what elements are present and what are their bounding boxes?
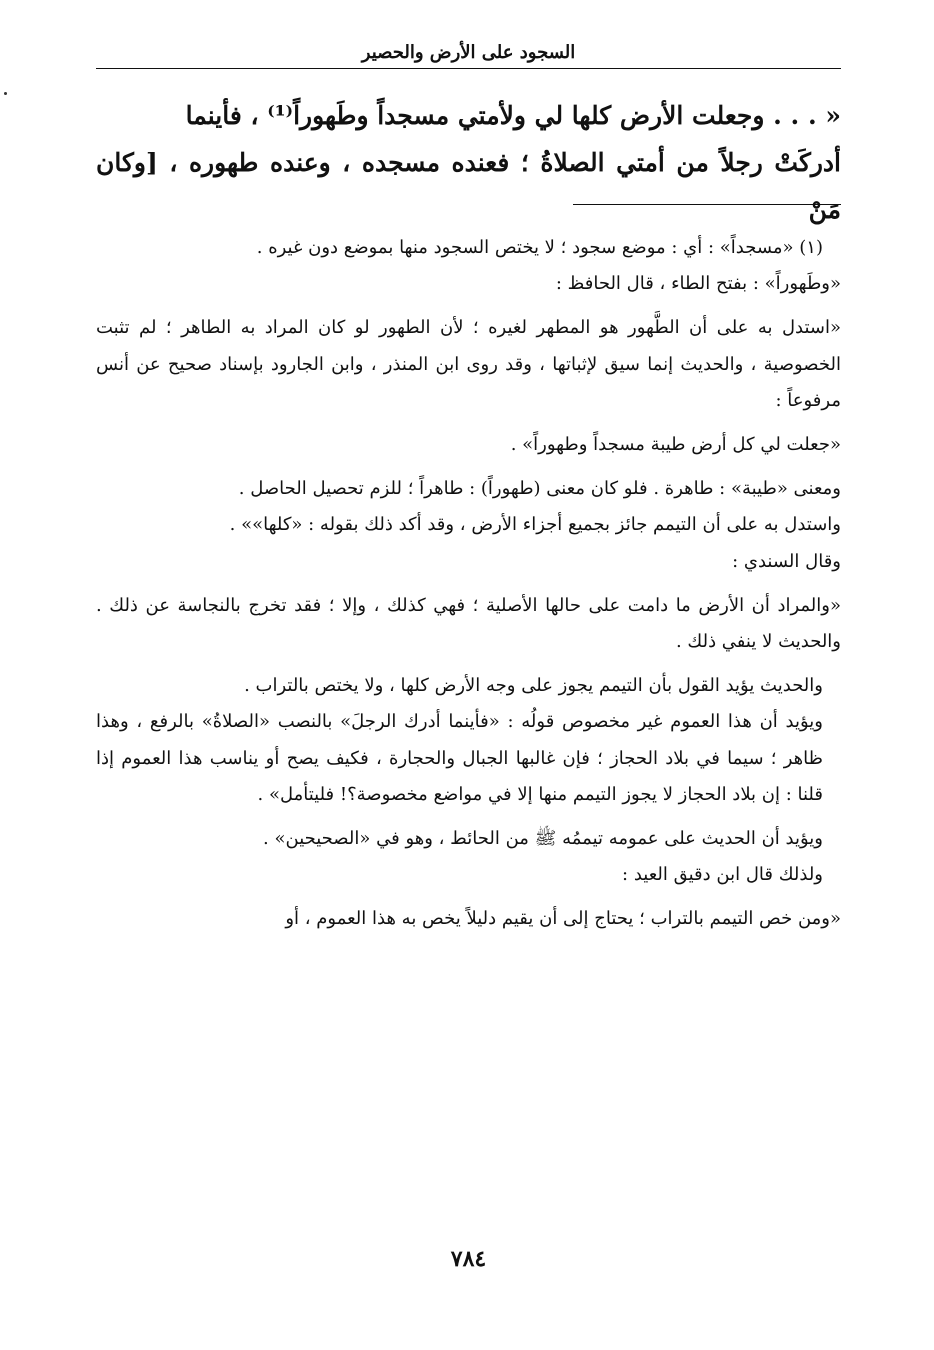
footnote-quote: «ومن خص التيمم بالتراب ؛ يحتاج إلى أن يقيم دليلاً يخص به هذا العموم ، أو — [285, 908, 841, 930]
scan-mark — [4, 92, 7, 95]
footnote-paragraph: ويؤيد أن الحديث على عمومه تيممُه ﷺ من الحائط ، وهو في «الصحيحين» . — [263, 828, 823, 850]
page-number: ٧٨٤ — [450, 1246, 487, 1272]
footnotes — [96, 230, 841, 938]
footnote-paragraph: (١) «مسجداً» : أي : موضع سجود ؛ لا يختص السجود منها بموضع دون غيره . — [256, 237, 823, 258]
footnote-paragraph: واستدل به على أن التيمم جائز بجميع أجزاء الأرض ، وقد أكد ذلك بقوله : «كلها»» . — [229, 514, 841, 536]
hadith-line: أدركَتْ رجلاً من أمتي الصلاةُ ؛ فعنده مسجده ، وعنده طهوره ، [وكان مَنْ — [96, 148, 841, 224]
footnote-paragraph: «وطَهوراً» : بفتح الطاء ، قال الحافظ : — [555, 273, 841, 295]
hadith-text — [96, 92, 841, 233]
running-header: السجود على الأرض والحصير — [361, 42, 576, 63]
footnote-paragraph: ومعنى «طيبة» : طاهرة . فلو كان معنى (طهوراً) : طاهراً ؛ للزم تحصيل الحاصل . — [238, 478, 841, 500]
book-page — [96, 30, 841, 1320]
footnote-paragraph: ولذلك قال ابن دقيق العيد : — [622, 864, 823, 886]
footnote-quote: «جعلت لي كل أرض طيبة مسجداً وطهوراً» . — [510, 434, 841, 456]
footnote-paragraph: ويؤيد أن هذا العموم غير مخصوص قولُه : «فأينما أدرك الرجلَ» بالنصب «الصلاةُ» بالرفع ، وهذا ظاهر ؛ سيما في بلاد الحجاز ؛ فإن غالبها الجبال والحجارة ، فكيف يصح أو يناسب هذا العموم إذا قلنا : إن بلاد الحجاز لا يجوز التيمم منها إلا في مواضع مخصوصة؟! فليتأمل» . — [96, 711, 823, 805]
footnote-paragraph: وقال السندي : — [732, 550, 841, 572]
header-rule — [96, 68, 841, 69]
footnote-quote: «استدل به على أن الطَّهور هو المطهر لغيره ؛ لأن الطهور لو كان المراد به الطاهر ؛ لم تثبت الخصوصية ، والحديث إنما سيق لإثباتها ، وقد روى ابن المنذر ، وابن الجارود بإسناد صحيح عن أنس مرفوعاً : — [96, 317, 841, 411]
footnote-separator — [573, 204, 841, 205]
footnote-quote: «والمراد أن الأرض ما دامت على حالها الأصلية ؛ فهي كذلك ، وإلا ؛ فقد تخرج بالنجاسة عن ذلك . والحديث لا ينفي ذلك . — [96, 594, 841, 653]
hadith-line: « . . . وجعلت الأرض كلها لي ولأمتي مسجداً وطَهوراً⁽¹⁾ ، فأينما — [185, 101, 841, 130]
footnote-paragraph: والحديث يؤيد القول بأن التيمم يجوز على وجه الأرض كلها ، ولا يختص بالتراب . — [244, 675, 823, 697]
